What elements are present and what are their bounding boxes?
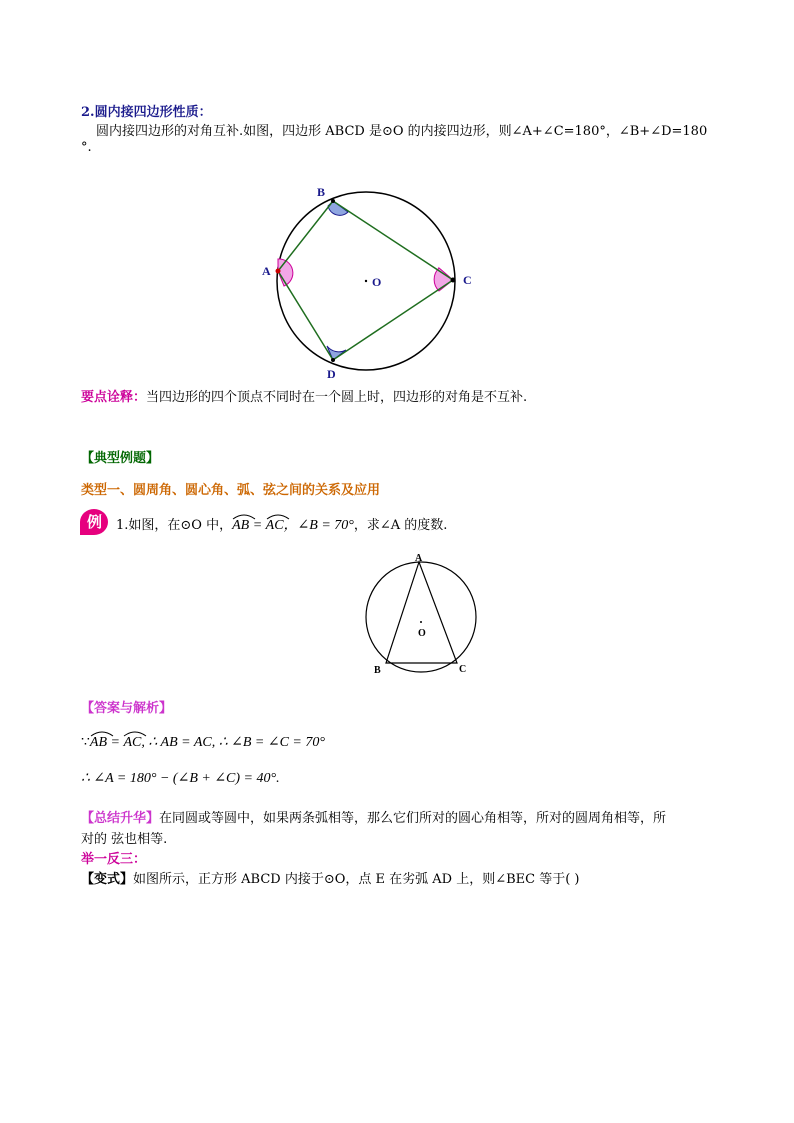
example1-suffix: ，求∠A 的度数. bbox=[353, 518, 448, 533]
example1-question bbox=[116, 514, 447, 534]
summary-label: 【总结升华】 bbox=[81, 811, 160, 826]
vertex-c bbox=[451, 278, 456, 283]
vertex-a bbox=[276, 269, 281, 274]
label-b: B bbox=[317, 185, 326, 199]
circle-o-2 bbox=[366, 562, 476, 672]
variant-text: 如图所示，正方形 ABCD 内接于⊙O，点 E 在劣弧 AD 上，则∠BEC 等于( ) bbox=[133, 872, 580, 887]
arc-eq: = bbox=[249, 518, 266, 533]
keypoint-label: 要点诠释： bbox=[81, 390, 147, 405]
example1-condition: ，∠B = 70° bbox=[283, 518, 354, 533]
because-symbol: ∵ bbox=[81, 734, 90, 750]
example1-prefix: 1.如图，在⊙O 中， bbox=[116, 518, 233, 533]
summary-line1 bbox=[81, 807, 666, 826]
property-text-line2: °. bbox=[81, 140, 92, 155]
label-b-2: B bbox=[374, 665, 381, 676]
solution-eq: = bbox=[107, 735, 124, 750]
label-c-2: C bbox=[459, 664, 467, 675]
variant-question bbox=[81, 868, 580, 887]
label-d: D bbox=[327, 367, 336, 381]
arc-symbol bbox=[90, 730, 114, 737]
summary-text1: 在同圆或等圆中，如果两条弧相等，那么它们所对的圆心角相等，所对的圆周角相等，所 bbox=[159, 811, 667, 826]
variant-label: 【变式】 bbox=[81, 872, 134, 887]
triangle-abc bbox=[386, 562, 457, 663]
solution-line2: ∴ ∠A = 180° − (∠B + ∠C) = 40°. bbox=[81, 771, 280, 786]
center-o-2 bbox=[420, 621, 422, 623]
summary-line2: 对的 弦也相等. bbox=[81, 832, 168, 847]
center-o bbox=[365, 280, 367, 282]
angle-c-mark bbox=[434, 268, 453, 291]
keypoint bbox=[81, 386, 527, 405]
solution-arc-ac: AC bbox=[123, 735, 141, 751]
label-a: A bbox=[262, 264, 271, 278]
answer-heading: 【答案与解析】 bbox=[81, 701, 173, 716]
label-o: O bbox=[372, 275, 382, 289]
type1-heading: 类型一、圆周角、圆心角、弧、弦之间的关系及应用 bbox=[81, 483, 381, 498]
label-c: C bbox=[463, 273, 472, 287]
property-text-line1: 圆内接四边形的对角互补.如图，四边形 ABCD 是⊙O 的内接四边形，则∠A+∠C=180°，∠B+∠D=180 bbox=[96, 124, 708, 139]
solution-rest: , ∴ AB = AC, ∴ ∠B = ∠C = 70° bbox=[141, 735, 325, 750]
vertex-b bbox=[331, 199, 335, 203]
solution-arc-ab: AB bbox=[90, 735, 107, 751]
label-o-2: O bbox=[418, 628, 426, 639]
section-heading: 2.圆内接四边形性质： bbox=[81, 105, 212, 120]
arc-ab: AB bbox=[232, 518, 249, 534]
arc-symbol bbox=[123, 730, 147, 737]
label-a-2: A bbox=[415, 553, 423, 564]
vertex-d bbox=[331, 358, 335, 362]
examples-heading: 【典型例题】 bbox=[81, 451, 160, 466]
keypoint-text: 当四边形的四个顶点不同时在一个圆上时，四边形的对角是不互补. bbox=[146, 390, 528, 405]
arc-ac: AC bbox=[266, 518, 284, 534]
cyclic-quadrilateral-figure bbox=[250, 180, 490, 385]
practice-heading: 举一反三： bbox=[81, 852, 147, 867]
solution-line1 bbox=[81, 734, 325, 751]
arc-symbol bbox=[266, 513, 290, 520]
arc-symbol bbox=[232, 513, 256, 520]
triangle-figure bbox=[358, 550, 488, 680]
example-badge: 例 bbox=[80, 509, 108, 535]
